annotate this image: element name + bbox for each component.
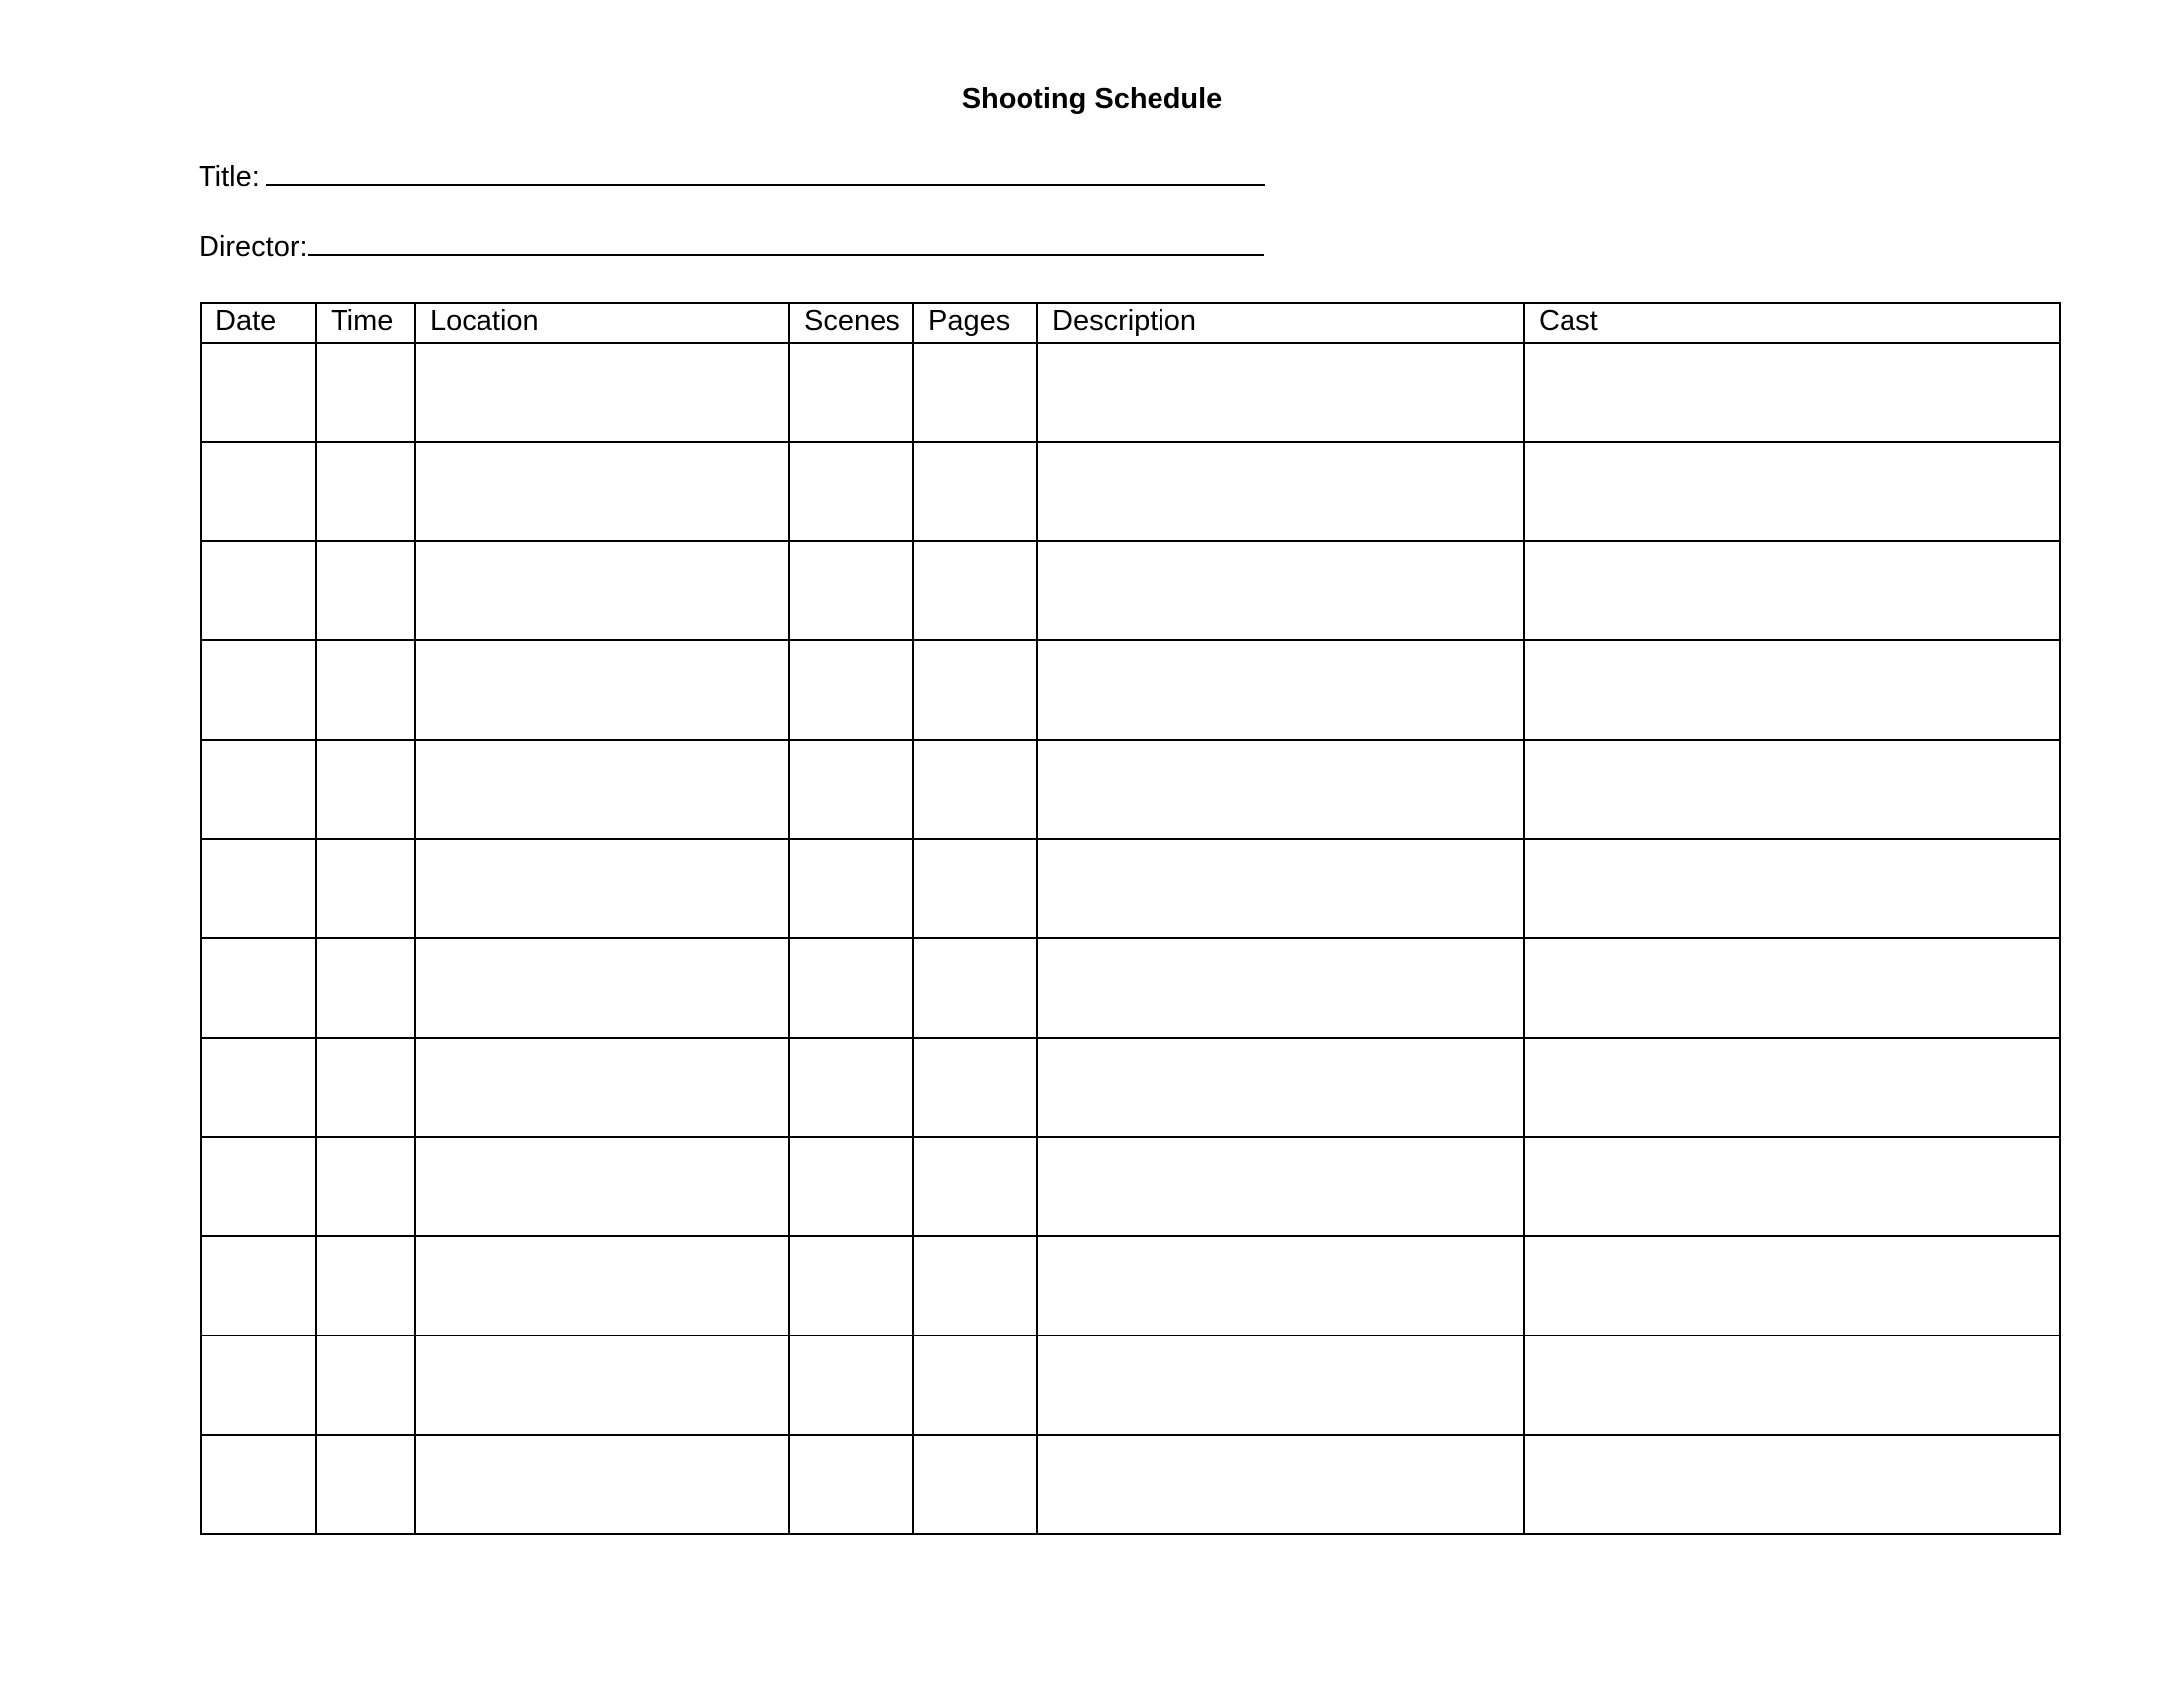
table-cell-location	[415, 938, 789, 1038]
table-cell-description	[1037, 1236, 1524, 1336]
table-cell-cast	[1524, 1435, 2060, 1534]
table-cell-pages	[913, 640, 1037, 740]
table-cell-description	[1037, 442, 1524, 541]
table-cell-time	[316, 442, 415, 541]
table-cell-scenes	[789, 740, 913, 839]
table-row	[201, 1236, 2060, 1336]
table-cell-pages	[913, 1236, 1037, 1336]
table-cell-date	[201, 740, 316, 839]
table-cell-date	[201, 1336, 316, 1435]
table-cell-pages	[913, 343, 1037, 442]
table-cell-cast	[1524, 740, 2060, 839]
table-cell-cast	[1524, 343, 2060, 442]
table-cell-description	[1037, 1137, 1524, 1236]
table-cell-cast	[1524, 938, 2060, 1038]
table-cell-cast	[1524, 1236, 2060, 1336]
table-cell-scenes	[789, 541, 913, 640]
table-cell-cast	[1524, 541, 2060, 640]
table-row	[201, 541, 2060, 640]
table-cell-date	[201, 442, 316, 541]
table-cell-cast	[1524, 442, 2060, 541]
table-row	[201, 442, 2060, 541]
table-cell-time	[316, 740, 415, 839]
table-cell-pages	[913, 1435, 1037, 1534]
title-label: Title:	[199, 161, 260, 193]
table-cell-scenes	[789, 1236, 913, 1336]
column-header-time: Time	[316, 303, 415, 343]
table-cell-date	[201, 1435, 316, 1534]
table-cell-location	[415, 640, 789, 740]
column-header-scenes: Scenes	[789, 303, 913, 343]
table-cell-description	[1037, 1038, 1524, 1137]
table-cell-location	[415, 1336, 789, 1435]
table-cell-pages	[913, 740, 1037, 839]
table-cell-description	[1037, 1435, 1524, 1534]
title-blank-line	[266, 156, 1265, 186]
document-heading: Shooting Schedule	[961, 83, 1223, 115]
table-cell-scenes	[789, 938, 913, 1038]
table-header-row	[201, 303, 2060, 343]
table-cell-description	[1037, 1336, 1524, 1435]
table-cell-scenes	[789, 1435, 913, 1534]
column-header-date: Date	[201, 303, 316, 343]
table-cell-time	[316, 839, 415, 938]
table-cell-description	[1037, 938, 1524, 1038]
table-row	[201, 343, 2060, 442]
table-cell-description	[1037, 541, 1524, 640]
table-cell-location	[415, 1435, 789, 1534]
table-cell-cast	[1524, 640, 2060, 740]
table-cell-scenes	[789, 1137, 913, 1236]
table-cell-pages	[913, 442, 1037, 541]
table-cell-time	[316, 1336, 415, 1435]
table-cell-cast	[1524, 1137, 2060, 1236]
table-row	[201, 1038, 2060, 1137]
table-cell-time	[316, 541, 415, 640]
table-cell-location	[415, 541, 789, 640]
table-cell-location	[415, 839, 789, 938]
table-cell-pages	[913, 1336, 1037, 1435]
table-cell-location	[415, 442, 789, 541]
table-cell-scenes	[789, 839, 913, 938]
table-cell-time	[316, 343, 415, 442]
table-row	[201, 740, 2060, 839]
table-row	[201, 1336, 2060, 1435]
table-cell-date	[201, 839, 316, 938]
table-cell-date	[201, 541, 316, 640]
table-cell-description	[1037, 839, 1524, 938]
table-cell-date	[201, 343, 316, 442]
director-label: Director:	[199, 231, 308, 263]
table-row	[201, 839, 2060, 938]
table-cell-date	[201, 938, 316, 1038]
table-cell-pages	[913, 938, 1037, 1038]
table-cell-date	[201, 640, 316, 740]
table-row	[201, 938, 2060, 1038]
table-cell-pages	[913, 1038, 1037, 1137]
table-cell-time	[316, 640, 415, 740]
table-cell-scenes	[789, 343, 913, 442]
table-cell-pages	[913, 541, 1037, 640]
table-cell-date	[201, 1038, 316, 1137]
table-cell-cast	[1524, 1038, 2060, 1137]
director-field	[199, 226, 1264, 265]
table-cell-scenes	[789, 1336, 913, 1435]
table-cell-pages	[913, 1137, 1037, 1236]
table-cell-pages	[913, 839, 1037, 938]
title-field	[199, 156, 1265, 195]
table-cell-description	[1037, 740, 1524, 839]
table-row	[201, 640, 2060, 740]
table-cell-scenes	[789, 442, 913, 541]
table-cell-cast	[1524, 839, 2060, 938]
table-cell-date	[201, 1236, 316, 1336]
column-header-pages: Pages	[913, 303, 1037, 343]
table-cell-scenes	[789, 640, 913, 740]
table-cell-location	[415, 1236, 789, 1336]
table-cell-time	[316, 1236, 415, 1336]
table-cell-cast	[1524, 1336, 2060, 1435]
table-cell-time	[316, 1038, 415, 1137]
table-cell-time	[316, 1435, 415, 1534]
table-cell-description	[1037, 640, 1524, 740]
table-cell-time	[316, 1137, 415, 1236]
table-cell-location	[415, 1137, 789, 1236]
column-header-cast: Cast	[1524, 303, 2060, 343]
column-header-location: Location	[415, 303, 789, 343]
table-cell-location	[415, 740, 789, 839]
director-blank-line	[308, 226, 1264, 256]
shooting-schedule-table	[200, 302, 2061, 1535]
table-cell-location	[415, 343, 789, 442]
table-cell-time	[316, 938, 415, 1038]
column-header-description: Description	[1037, 303, 1524, 343]
table-cell-location	[415, 1038, 789, 1137]
table-cell-description	[1037, 343, 1524, 442]
table-row	[201, 1435, 2060, 1534]
table-cell-scenes	[789, 1038, 913, 1137]
table-body	[201, 343, 2060, 1534]
table-cell-date	[201, 1137, 316, 1236]
table-row	[201, 1137, 2060, 1236]
